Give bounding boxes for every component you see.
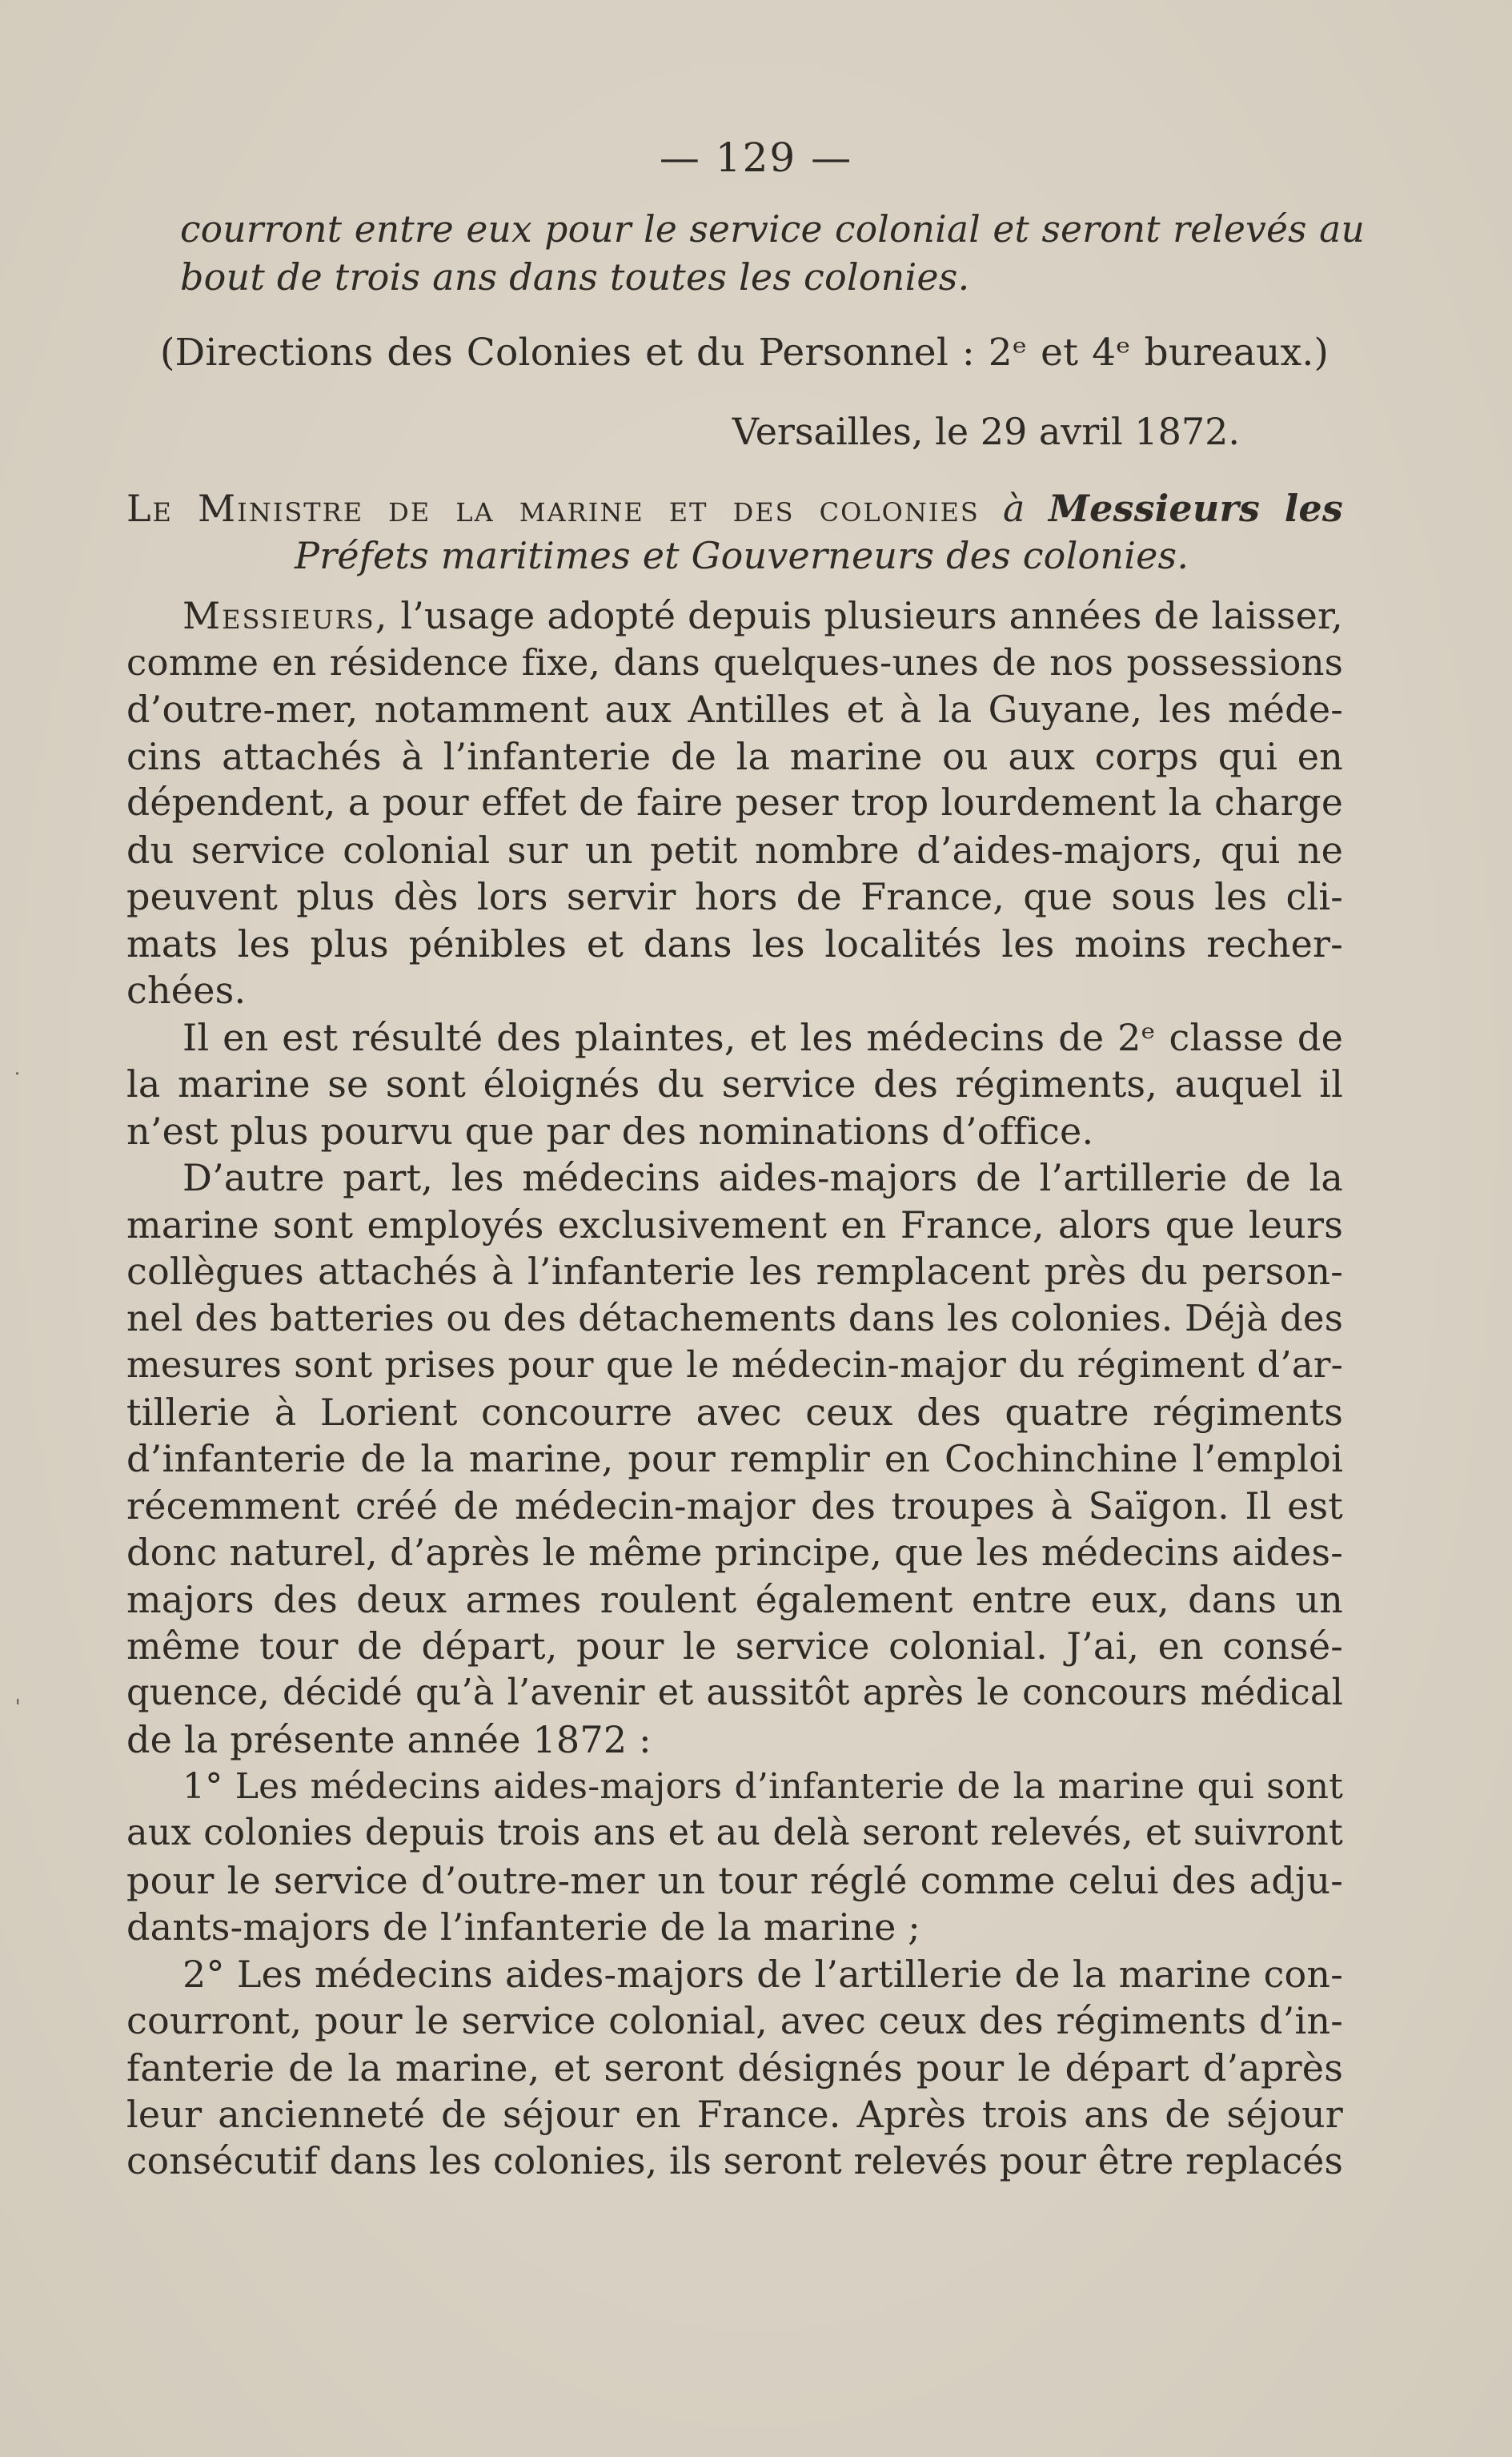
text-line: chées.	[126, 969, 247, 1012]
text-line: Il en est résulté des plaintes, et les médecins de 2ᵉ classe de	[182, 1015, 1343, 1059]
text-line: mats les plus pénibles et dans les localités les moins recher-	[126, 921, 1343, 966]
text-line: collègues attachés à l’infanterie les remplacent près du person-	[126, 1250, 1343, 1293]
salutation: Messieurs,	[182, 594, 389, 637]
text-line: de la présente année 1872 :	[126, 1718, 652, 1761]
text-line: 1° Les médecins aides-majors d’infanterie de la marine qui sont	[182, 1765, 1343, 1807]
directions-text: (Directions des Colonies et du Personnel : 2ᵉ et 4ᵉ bureaux.)	[160, 331, 1329, 375]
text-line: récemment créé de médecin-major des troupes à Saïgon. Il est	[126, 1483, 1343, 1528]
page-number: — 129 —	[659, 134, 853, 181]
text-line: n’est plus pourvu que par des nominations d’office.	[126, 1109, 1094, 1153]
directions-line	[160, 330, 1329, 377]
text-line: comme en résidence fixe, dans quelques-unes de nos possessions	[126, 640, 1343, 684]
text-line	[126, 592, 1343, 640]
text-line: majors des deux armes roulent également entre eux, dans un	[126, 1577, 1343, 1621]
margin-mark: ˙	[11, 1069, 23, 1097]
address-recipients: Messieurs les	[1048, 487, 1343, 530]
text-line: dépendent, a pour effet de faire peser trop lourdement la charge	[126, 781, 1343, 824]
text-line: fanterie de la marine, et seront désignés pour le départ d’après	[126, 2045, 1343, 2090]
text-line: même tour de départ, pour le service colonial. J’ai, en consé-	[126, 1624, 1343, 1668]
address-line-1	[126, 485, 1343, 532]
text-line: leur ancienneté de séjour en France. Après trois ans de séjour	[126, 2093, 1343, 2136]
address-line-2: Préfets maritimes et Gouverneurs des colonies.	[295, 533, 1189, 577]
address-prefix: Le Ministre de la marine et des colonies	[126, 487, 980, 530]
text-line: d’infanterie de la marine, pour remplir en Cochinchine l’emploi	[126, 1437, 1343, 1480]
address-a: à	[1003, 487, 1025, 530]
text-line: consécutif dans les colonies, ils seront relevés pour être replacés	[126, 2139, 1343, 2182]
text-line: quence, décidé qu’à l’avenir et aussitôt après le concours médical	[126, 1672, 1343, 1713]
text-line: 2° Les médecins aides-majors de l’artillerie de la marine con-	[182, 1952, 1343, 1996]
text-line: du service colonial sur un petit nombre d’aides-majors, qui ne	[126, 828, 1343, 872]
text-line: d’outre-mer, notamment aux Antilles et à la Guyane, les méde-	[126, 688, 1343, 731]
text-line: la marine se sont éloignés du service des régiments, auquel il	[126, 1062, 1343, 1106]
text-line: nel des batteries ou des détachements dans les colonies. Déjà des	[126, 1296, 1343, 1339]
salutation-continuation: l’usage adopté depuis plusieurs années de laisser,	[400, 594, 1343, 637]
text-line: tillerie à Lorient concourre avec ceux des quatre régiments	[126, 1390, 1343, 1434]
text-line: aux colonies depuis trois ans et au delà seront relevés, et suivront	[126, 1813, 1343, 1853]
text-line: courront entre eux pour le service colonial et seront relevés au	[180, 208, 1365, 251]
margin-mark: ˈ	[14, 1696, 22, 1724]
text-line: donc naturel, d’après le même principe, que les médecins aides-	[126, 1531, 1343, 1574]
text-line: bout de trois ans dans toutes les colonies.	[180, 255, 970, 299]
text-line: D’autre part, les médecins aides-majors de l’artillerie de la	[182, 1156, 1343, 1199]
text-line: marine sont employés exclusivement en France, alors que leurs	[126, 1202, 1343, 1247]
intro-paragraph	[180, 207, 1365, 300]
body-text	[126, 592, 1343, 2185]
dateline: Versailles, le 29 avril 1872.	[732, 410, 1240, 453]
text-line: peuvent plus dès lors servir hors de France, que sous les cli-	[126, 875, 1343, 918]
address-block	[126, 485, 1343, 579]
text-line: dants-majors de l’infanterie de la marine ;	[126, 1905, 921, 1949]
text-line: pour le service d’outre-mer un tour réglé comme celui des adju-	[126, 1858, 1343, 1902]
text-line: cins attachés à l’infanterie de la marine ou aux corps qui en	[126, 734, 1343, 778]
text-line: courront, pour le service colonial, avec ceux des régiments d’in-	[126, 1999, 1343, 2042]
text-line: mesures sont prises pour que le médecin-major du régiment d’ar-	[126, 1343, 1343, 1386]
